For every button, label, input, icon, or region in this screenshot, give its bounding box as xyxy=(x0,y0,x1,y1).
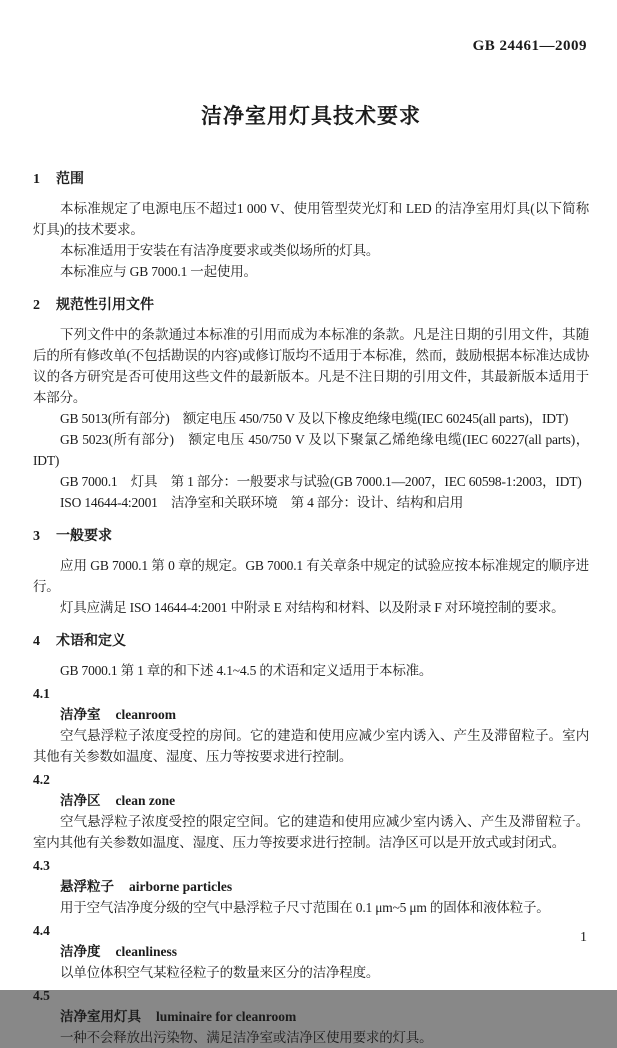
section-number: 4 xyxy=(33,634,40,649)
paragraph: 本标准适用于安装在有洁净度要求或类似场所的灯具。 xyxy=(60,243,380,258)
term-number: 4.5 xyxy=(33,988,50,1003)
term-definition: 一种不会释放出污染物、满足洁净室或洁净区使用要求的灯具。 xyxy=(60,1030,433,1045)
term-number: 4.2 xyxy=(33,772,50,787)
term-en: airborne particles xyxy=(129,879,233,894)
term-entry xyxy=(33,855,589,918)
term-title xyxy=(33,876,589,897)
reference-item: ISO 14644-4:2001 洁净室和关联环境 第 4 部分：设计、结构和启用 xyxy=(60,495,464,510)
section-number: 3 xyxy=(33,529,40,544)
standard-number: GB 24461—2009 xyxy=(472,38,587,54)
term-title xyxy=(33,790,589,811)
paragraph: GB 7000.1 第 1 章的和下述 4.1~4.5 的术语和定义适用于本标准。 xyxy=(60,663,433,678)
section-title: 规范性引用文件 xyxy=(56,296,154,312)
reference-item: GB 7000.1 灯具 第 1 部分：一般要求与试验(GB 7000.1—2007，IEC 60598-1:2003，IDT) xyxy=(60,474,582,489)
paragraph: 下列文件中的条款通过本标准的引用而成为本标准的条款。凡是注日期的引用文件，其随后的所有修改单(不包括勘误的内容)或修订版均不适用于本标准，然而，鼓励根据本标准达成协议的各方研究是否可使用这些文件的最新版本。凡是不注日期的引用文件，其最新版本适用于本部分。 xyxy=(33,327,589,405)
term-entry xyxy=(33,920,589,983)
section-normative-references xyxy=(33,294,589,513)
term-en: clean zone xyxy=(115,793,176,808)
section-heading xyxy=(33,168,589,190)
section-heading xyxy=(33,294,589,316)
term-zh: 悬浮粒子 xyxy=(60,879,114,894)
section-scope xyxy=(33,168,589,282)
paragraph: 应用 GB 7000.1 第 0 章的规定。GB 7000.1 有关章条中规定的试验应按本标准规定的顺序进行。 xyxy=(33,558,589,594)
term-entry xyxy=(33,985,589,1048)
term-title xyxy=(33,704,589,725)
term-title xyxy=(33,941,589,962)
term-en: cleanliness xyxy=(115,944,178,959)
section-number: 1 xyxy=(33,172,40,187)
term-en: cleanroom xyxy=(115,707,176,722)
term-title xyxy=(33,1006,589,1027)
section-heading xyxy=(33,525,589,547)
section-title: 范围 xyxy=(56,170,84,186)
reference-item: GB 5023(所有部分) 额定电压 450/750 V 及以下聚氯乙烯绝缘电缆(IEC 60227(all parts)，IDT) xyxy=(33,432,589,468)
term-zh: 洁净区 xyxy=(60,793,101,808)
section-title: 一般要求 xyxy=(56,527,112,543)
section-terms-definitions xyxy=(33,630,589,1048)
term-en: luminaire for cleanroom xyxy=(156,1009,297,1024)
reference-item: GB 5013(所有部分) 额定电压 450/750 V 及以下橡皮绝缘电缆(IEC 60245(all parts)，IDT) xyxy=(60,411,569,426)
term-definition: 以单位体积空气某粒径粒子的数量来区分的洁净程度。 xyxy=(60,965,380,980)
document-title: 洁净室用灯具技术要求 xyxy=(201,105,421,128)
term-definition: 空气悬浮粒子浓度受控的房间。它的建造和使用应减少室内诱入、产生及滞留粒子。室内其他有关参数如温度、湿度、压力等按要求进行控制。 xyxy=(33,728,589,764)
paragraph: 本标准应与 GB 7000.1 一起使用。 xyxy=(60,264,257,279)
section-heading xyxy=(33,630,589,652)
term-zh: 洁净室 xyxy=(60,707,101,722)
paragraph: 本标准规定了电源电压不超过1 000 V、使用管型荧光灯和 LED 的洁净室用灯具(以下简称灯具)的技术要求。 xyxy=(33,201,589,237)
term-zh: 洁净室用灯具 xyxy=(60,1009,141,1024)
term-entry xyxy=(33,769,589,853)
term-number: 4.4 xyxy=(33,923,50,938)
term-number: 4.1 xyxy=(33,686,50,701)
term-definition: 用于空气洁净度分级的空气中悬浮粒子尺寸范围在 0.1 μm~5 μm 的固体和液体粒子。 xyxy=(60,900,550,915)
term-number: 4.3 xyxy=(33,858,50,873)
term-zh: 洁净度 xyxy=(60,944,101,959)
term-entry xyxy=(33,683,589,767)
paragraph: 灯具应满足 ISO 14644-4:2001 中附录 E 对结构和材料、以及附录 F 对环境控制的要求。 xyxy=(60,600,565,615)
page-number: 1 xyxy=(580,930,587,945)
section-general-requirements xyxy=(33,525,589,618)
term-definition: 空气悬浮粒子浓度受控的限定空间。它的建造和使用应减少室内诱入、产生及滞留粒子。室内其他有关参数如温度、湿度、压力等按要求进行控制。洁净区可以是开放式或封闭式。 xyxy=(33,814,589,850)
section-title: 术语和定义 xyxy=(56,632,126,648)
section-number: 2 xyxy=(33,298,40,313)
